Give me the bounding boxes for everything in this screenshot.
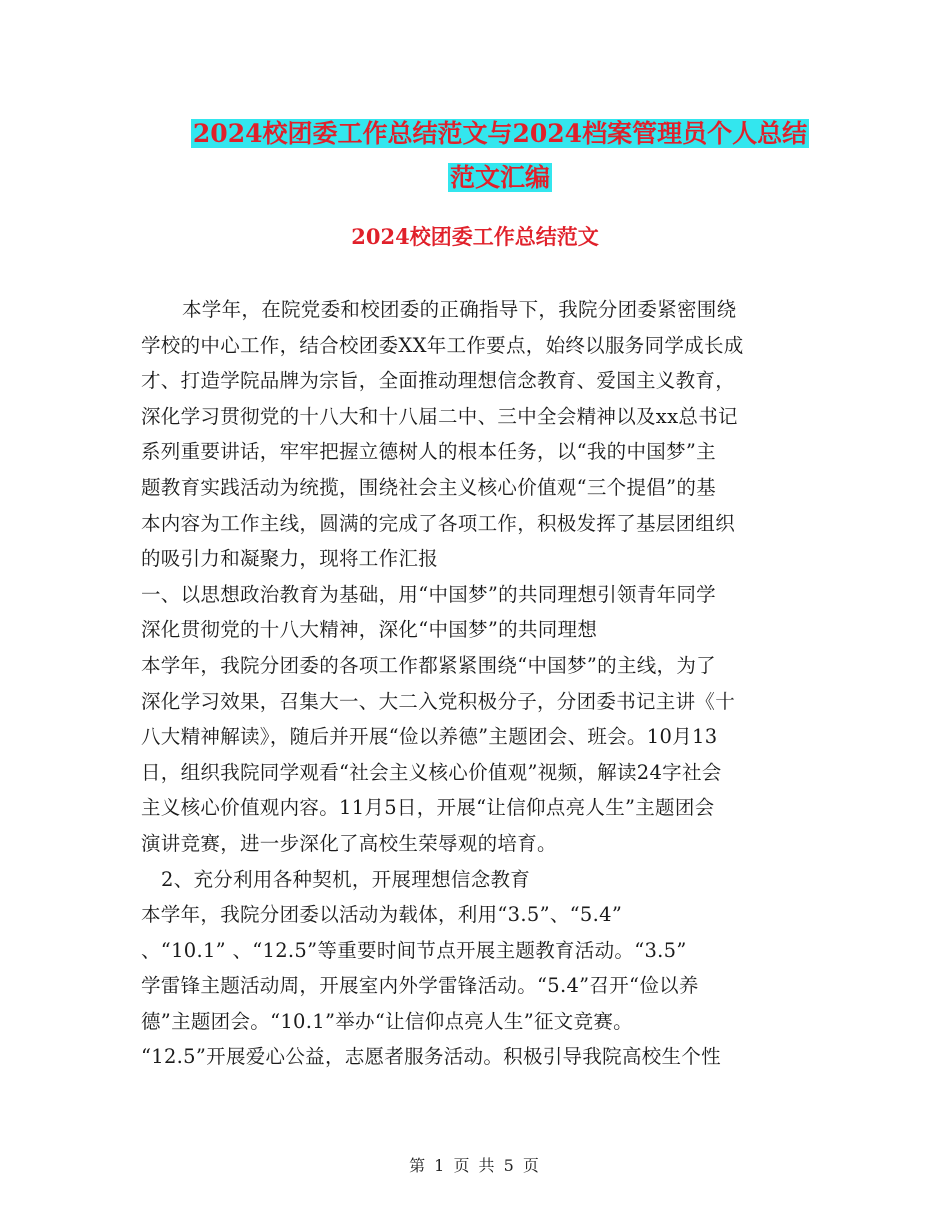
paragraph-line: 演讲竞赛，进一步深化了高校生荣辱观的培育。 [141, 831, 557, 855]
paragraph-line: 德”主题团会。“10.1”举办“让信仰点亮人生”征文竞赛。 [141, 1009, 633, 1033]
body-text [141, 292, 811, 1075]
title-line-1: 2024校团委工作总结范文与2024档案管理员个人总结 [192, 119, 808, 148]
paragraph-line: 深化学习贯彻党的十八大和十八届二中、三中全会精神以及xx总书记 [141, 404, 738, 428]
paragraph-line: 本学年，我院分团委以活动为载体，利用“3.5”、“5.4” [141, 903, 623, 927]
document-title [140, 112, 860, 200]
paragraph-line: 深化学习效果，召集大一、大二入党积极分子，分团委书记主讲《十 [141, 689, 736, 713]
heading-line: 一、以思想政治教育为基础，用“中国梦”的共同理想引领青年同学 [141, 582, 716, 606]
heading-line: 2、充分利用各种契机，开展理想信念教育 [161, 867, 531, 891]
paragraph-line: 的吸引力和凝聚力，现将工作汇报 [141, 547, 439, 571]
title-line-2: 范文汇编 [449, 163, 550, 192]
paragraph-line: 主义核心价值观内容。11月5日，开展“让信仰点亮人生”主题团会 [141, 796, 715, 820]
paragraph-line: 学雷锋主题活动周，开展室内外学雷锋活动。“5.4”召开“俭以养 [141, 974, 699, 998]
paragraph-line: 、“10.1” 、“12.5”等重要时间节点开展主题教育活动。“3.5” [141, 938, 687, 962]
paragraph-line: 八大精神解读》，随后并开展“俭以养德”主题团会、班会。10月13 [141, 725, 718, 749]
paragraph-line: 本内容为工作主线，圆满的完成了各项工作，积极发挥了基层团组织 [141, 511, 736, 535]
section-title: 2024校团委工作总结范文 [351, 224, 599, 249]
paragraph-line: 学校的中心工作，结合校团委XX年工作要点，始终以服务同学成长成 [141, 333, 744, 357]
paragraph-line: 才、打造学院品牌为宗旨，全面推动理想信念教育、爱国主义教育， [141, 369, 736, 393]
paragraph-line: 深化贯彻党的十八大精神，深化“中国梦”的共同理想 [141, 618, 598, 642]
page-footer: 第 1 页 共 5 页 [409, 1156, 541, 1175]
paragraph-line: 本学年，在院党委和校团委的正确指导下，我院分团委紧密围绕 [182, 298, 737, 321]
paragraph-line: 本学年，我院分团委的各项工作都紧紧围绕“中国梦”的主线，为了 [141, 653, 716, 677]
paragraph-line: 系列重要讲话，牢牢把握立德树人的根本任务，以“我的中国梦”主 [141, 440, 716, 464]
paragraph-line: 题教育实践活动为统揽，围绕社会主义核心价值观“三个提倡”的基 [141, 475, 716, 499]
paragraph-line: “12.5”开展爱心公益，志愿者服务活动。积极引导我院高校生个性 [141, 1045, 721, 1069]
paragraph-line: 日，组织我院同学观看“社会主义核心价值观”视频，解读24字社会 [141, 760, 722, 784]
